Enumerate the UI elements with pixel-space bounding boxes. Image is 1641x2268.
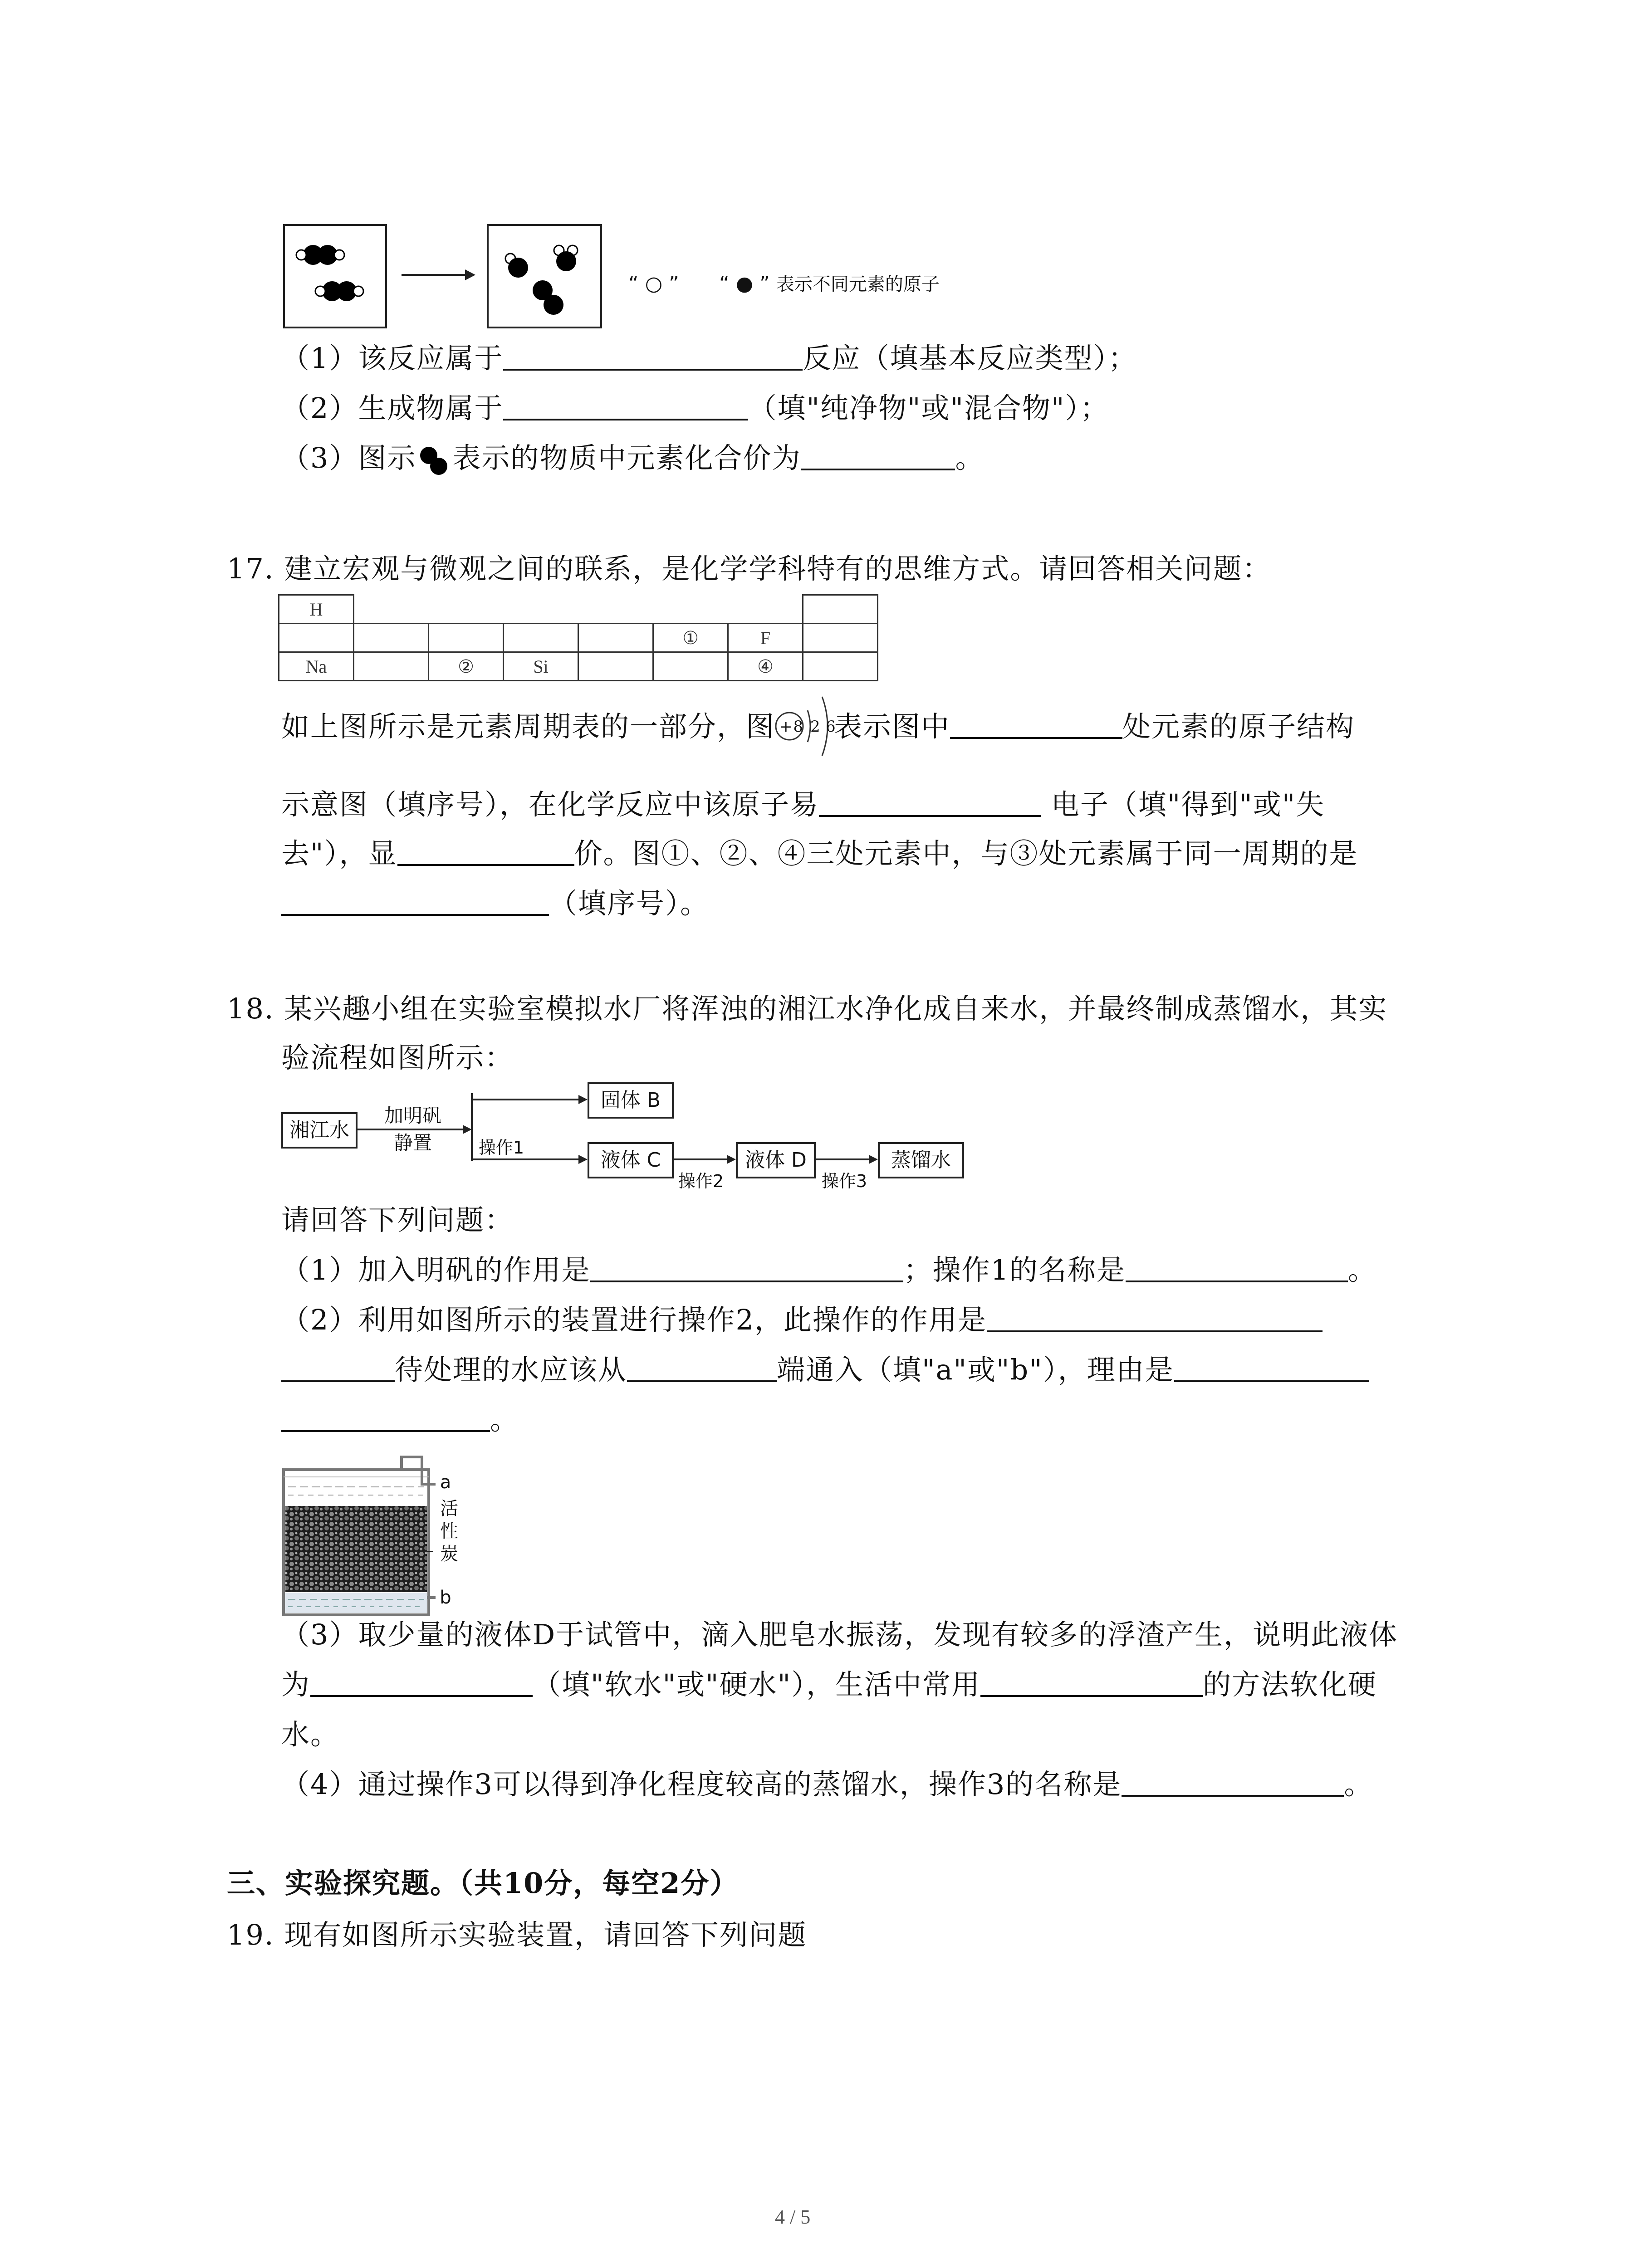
nucleus-charge: +8 <box>779 718 804 736</box>
q16-part3: （3）图示 表示的物质中元素化合价为 。 <box>281 439 984 477</box>
q17-line4: （填序号）。 <box>281 885 709 923</box>
legend-text: 表示不同元素的原子 <box>776 274 940 295</box>
flow-chart <box>281 1080 971 1207</box>
q18-part2b: 待处理的水应该从 端通入（填"a"或"b"），理由是 <box>281 1351 1369 1389</box>
blank[interactable] <box>503 341 803 371</box>
q18-part2: （2）利用如图所示的装置进行操作2，此操作的作用是 <box>281 1301 1323 1339</box>
blank[interactable] <box>627 1352 777 1382</box>
blank[interactable] <box>1126 1252 1348 1282</box>
q18-ask: 请回答下列问题： <box>281 1203 514 1237</box>
q17-line1: 如上图所示是元素周期表的一部分，图 +8 2 6 表示图中 处元素的原子结构 <box>281 708 1355 746</box>
carbon-label-2: 性 <box>440 1521 458 1542</box>
box-distilled-water: 蒸馏水 <box>878 1142 964 1178</box>
q18-part3b: 为 （填"软水"或"硬水"），生活中常用 的方法软化硬 <box>281 1668 1377 1701</box>
label-op2: 操作2 <box>678 1171 724 1191</box>
blank[interactable] <box>281 1352 395 1382</box>
cell-h: H <box>279 595 354 624</box>
q18-part2c: 。 <box>281 1401 519 1439</box>
q16-part2: （2）生成物属于 （填"纯净物"或"混合物"）； <box>281 391 1109 425</box>
q18-part3: （3）取少量的液体D于试管中，滴入肥皂水振荡，发现有较多的浮渣产生，说明此液体 <box>281 1618 1398 1651</box>
carbon-label-1: 活 <box>440 1498 458 1519</box>
page-number: 4 / 5 <box>775 2206 811 2228</box>
cell-4: ④ <box>728 652 803 681</box>
box-river-water: 湘江水 <box>281 1112 358 1149</box>
box-liquid-c: 液体 C <box>588 1142 674 1178</box>
inlet-b-label: b <box>440 1587 451 1608</box>
periodic-table <box>278 594 878 681</box>
box-solid-b: 固体 B <box>588 1082 674 1119</box>
label-settle: 静置 <box>393 1132 432 1154</box>
label-op1: 操作1 <box>478 1138 524 1158</box>
blank[interactable] <box>310 1667 533 1697</box>
cell-na: Na <box>279 652 354 681</box>
q17-stem: 17. 建立宏观与微观之间的联系，是化学学科特有的思维方式。请回答相关问题： <box>227 552 1272 585</box>
q16-part1: （1）该反应属于 反应（填基本反应类型）； <box>281 342 1137 375</box>
blank[interactable] <box>1174 1352 1369 1382</box>
q19-stem: 19. 现有如图所示实验装置，请回答下列问题 <box>227 1918 807 1951</box>
q17-line3: 去"），显 价。图①、②、④三处元素中，与③处元素属于同一周期的是 <box>281 837 1358 870</box>
section-3-title: 三、实验探究题。（共10分，每空2分） <box>227 1867 739 1900</box>
shell-1-electrons: 2 <box>810 718 821 736</box>
blank[interactable] <box>950 709 1122 739</box>
carbon-label-3: 炭 <box>440 1544 458 1564</box>
blank[interactable] <box>980 1667 1203 1697</box>
cell-f: F <box>728 624 803 652</box>
q18-stem-2: 验流程如图所示： <box>281 1041 514 1074</box>
legend-solid-atom: “ ● ” <box>719 272 770 295</box>
blank[interactable] <box>397 836 574 866</box>
blank[interactable] <box>801 440 955 470</box>
q18-part1: （1）加入明矾的作用是 ；操作1的名称是 。 <box>281 1253 1377 1286</box>
activated-carbon-filter <box>279 1452 488 1619</box>
blank[interactable] <box>819 787 1041 817</box>
blank[interactable] <box>503 391 748 420</box>
cell-empty <box>803 595 878 624</box>
shell-2-electrons: 6 <box>826 718 837 736</box>
blank[interactable] <box>987 1302 1323 1332</box>
cell-2: ② <box>429 652 504 681</box>
q17-line2: 示意图（填序号），在化学反应中该原子易 电子（填"得到"或"失 <box>281 788 1325 821</box>
box-liquid-d: 液体 D <box>736 1142 816 1178</box>
q18-part3c: 水。 <box>281 1718 340 1751</box>
molecule-icon <box>416 439 452 477</box>
blank[interactable] <box>281 1402 490 1432</box>
cell-1: ① <box>653 624 728 652</box>
q18-part4: （4）通过操作3可以得到净化程度较高的蒸馏水，操作3的名称是 。 <box>281 1768 1373 1801</box>
label-add-alum: 加明矾 <box>384 1105 441 1127</box>
legend-open-atom: “ ○ ” <box>628 272 679 295</box>
blank[interactable] <box>281 886 549 916</box>
legend <box>628 270 940 296</box>
inlet-a-label: a <box>440 1472 451 1493</box>
blank[interactable] <box>1122 1767 1344 1797</box>
blank[interactable] <box>590 1252 903 1282</box>
q18-stem-1: 18. 某兴趣小组在实验室模拟水厂将浑浊的湘江水净化成自来水，并最终制成蒸馏水，其实 <box>227 992 1388 1025</box>
cell-si: Si <box>504 652 578 681</box>
atom-structure-diagram <box>775 708 837 746</box>
label-op3: 操作3 <box>821 1171 867 1191</box>
